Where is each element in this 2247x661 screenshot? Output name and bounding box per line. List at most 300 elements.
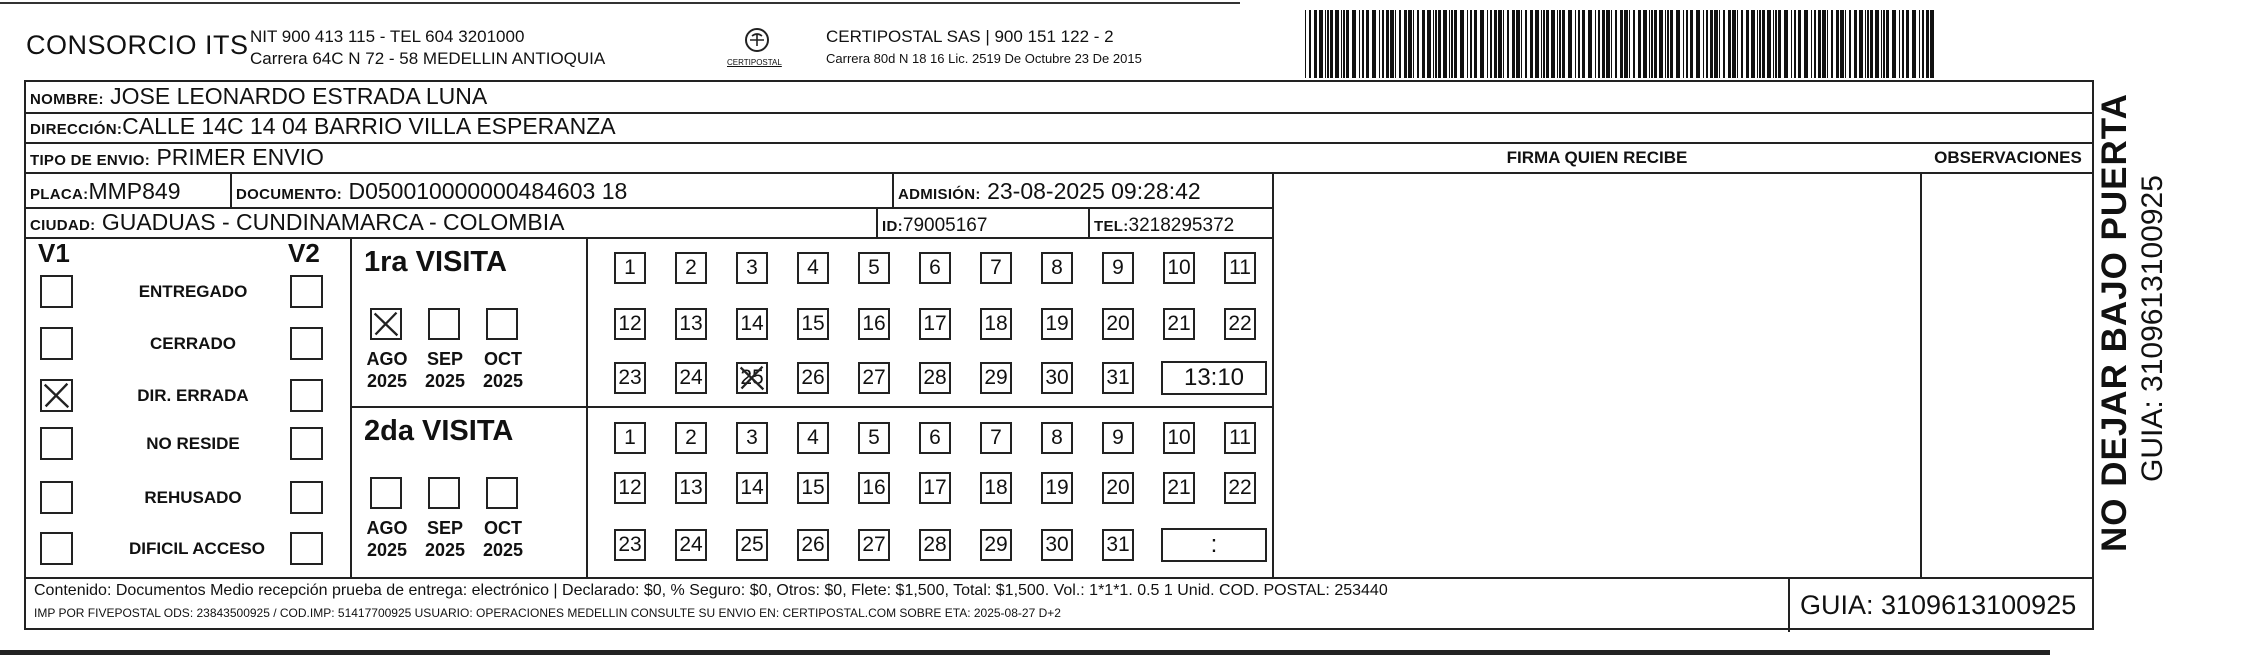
barcode-bar bbox=[1319, 10, 1323, 78]
day-box[interactable]: 31 bbox=[1102, 529, 1134, 561]
barcode-bar bbox=[1840, 10, 1844, 78]
barcode-bar bbox=[1667, 10, 1669, 78]
visit2-title: 2da VISITA bbox=[364, 415, 514, 447]
barcode-bar bbox=[1615, 10, 1617, 78]
barcode-bar bbox=[1892, 10, 1896, 78]
day-box[interactable]: 28 bbox=[919, 362, 951, 394]
day-box[interactable]: 26 bbox=[797, 529, 829, 561]
day-box[interactable]: 11 bbox=[1224, 422, 1256, 454]
barcode-bar bbox=[1516, 10, 1520, 78]
barcode-bar bbox=[1654, 10, 1657, 78]
certipostal-nit: CERTIPOSTAL SAS | 900 151 122 - 2 bbox=[826, 27, 1114, 46]
barcode-bar bbox=[1791, 10, 1792, 78]
barcode-bar bbox=[1611, 10, 1612, 78]
barcode-bar bbox=[1541, 10, 1542, 78]
barcode-bar bbox=[1794, 10, 1796, 78]
barcode-bar bbox=[1854, 10, 1857, 78]
barcode-bar bbox=[1588, 10, 1592, 78]
barcode-bar bbox=[1757, 10, 1758, 78]
status-label: DIFICIL ACCESO bbox=[128, 539, 265, 558]
month-name: SEP bbox=[426, 349, 464, 369]
barcode-bar bbox=[1922, 10, 1924, 78]
v2-checkbox[interactable] bbox=[290, 327, 323, 360]
barcode-bar bbox=[1325, 10, 1326, 78]
barcode-bar bbox=[1467, 10, 1468, 78]
documento-value: D050010000000484603 18 bbox=[348, 178, 628, 204]
time-box[interactable]: : bbox=[1161, 528, 1267, 562]
firma-header: FIRMA QUIEN RECIBE bbox=[1506, 148, 1688, 167]
day-box[interactable]: 28 bbox=[919, 529, 951, 561]
day-box[interactable]: 17 bbox=[919, 472, 951, 504]
day-box[interactable]: 13 bbox=[675, 308, 707, 340]
barcode-bar bbox=[1490, 10, 1492, 78]
barcode-bar bbox=[1804, 10, 1808, 78]
barcode-bar bbox=[1433, 10, 1434, 78]
day-box[interactable]: 25 bbox=[736, 529, 768, 561]
barcode-bar bbox=[1557, 10, 1558, 78]
barcode-bar bbox=[1886, 10, 1889, 78]
observaciones-area[interactable] bbox=[1922, 207, 2094, 577]
day-box[interactable]: 1 bbox=[614, 422, 646, 454]
month-label bbox=[476, 348, 530, 392]
barcode-bar bbox=[1751, 10, 1755, 78]
placa-value: MMP849 bbox=[88, 178, 181, 204]
barcode-bar bbox=[1422, 10, 1425, 78]
barcode-bar bbox=[1503, 10, 1504, 78]
barcode-bar bbox=[1451, 10, 1453, 78]
day-box[interactable]: 5 bbox=[858, 252, 890, 284]
barcode-bar bbox=[1379, 10, 1380, 78]
barcode-bar bbox=[1575, 10, 1576, 78]
month-label bbox=[360, 517, 414, 561]
barcode-bar bbox=[1741, 10, 1743, 78]
barcode-bar bbox=[1487, 10, 1488, 78]
id-label: ID: bbox=[882, 218, 903, 235]
v2-checkbox[interactable] bbox=[290, 379, 323, 412]
month-name: SEP bbox=[426, 518, 464, 538]
visit1-title: 1ra VISITA bbox=[364, 246, 507, 278]
day-box[interactable]: 21 bbox=[1163, 308, 1195, 340]
day-box[interactable]: 15 bbox=[797, 472, 829, 504]
barcode-bar bbox=[1535, 10, 1539, 78]
barcode-bar bbox=[1330, 10, 1333, 78]
day-box[interactable]: 29 bbox=[980, 529, 1012, 561]
day-box[interactable]: 11 bbox=[1224, 252, 1256, 284]
barcode-bar bbox=[1543, 10, 1545, 78]
month-name: AGO bbox=[366, 518, 408, 538]
day-box[interactable]: 26 bbox=[797, 362, 829, 394]
barcode-bar bbox=[1867, 10, 1869, 78]
day-box[interactable]: 30 bbox=[1041, 362, 1073, 394]
barcode-bar bbox=[1773, 10, 1774, 78]
day-box[interactable]: 30 bbox=[1041, 529, 1073, 561]
barcode-bar bbox=[1643, 10, 1647, 78]
barcode-bar bbox=[1659, 10, 1663, 78]
barcode-bar bbox=[1352, 10, 1356, 78]
day-box[interactable]: 14 bbox=[736, 472, 768, 504]
day-box[interactable]: 29 bbox=[980, 362, 1012, 394]
day-box[interactable]: 10 bbox=[1163, 422, 1195, 454]
barcode-bar bbox=[1649, 10, 1650, 78]
barcode-bar bbox=[1926, 10, 1929, 78]
barcode-bar bbox=[1638, 10, 1641, 78]
company-nit: NIT 900 413 115 - TEL 604 3201000 bbox=[250, 27, 525, 46]
ciudad-label: CIUDAD: bbox=[30, 217, 96, 234]
barcode-bar bbox=[1494, 10, 1497, 78]
day-box[interactable]: 25 bbox=[736, 362, 768, 394]
documento-row bbox=[236, 178, 627, 205]
day-box[interactable]: 9 bbox=[1102, 252, 1134, 284]
month-year: 2025 bbox=[482, 371, 524, 391]
day-box[interactable]: 27 bbox=[858, 362, 890, 394]
barcode-bar bbox=[1546, 10, 1549, 78]
v2-checkbox[interactable] bbox=[290, 481, 323, 514]
observaciones-header: OBSERVACIONES bbox=[1934, 148, 2082, 167]
barcode-bar bbox=[1309, 10, 1311, 78]
barcode-bar bbox=[1930, 10, 1934, 78]
nombre-row bbox=[30, 83, 487, 110]
admision-value: 23-08-2025 09:28:42 bbox=[987, 178, 1201, 204]
barcode-bar bbox=[1899, 10, 1900, 78]
tipo-value: PRIMER ENVIO bbox=[156, 144, 324, 170]
day-box[interactable]: 4 bbox=[797, 422, 829, 454]
v1-checkbox[interactable] bbox=[40, 481, 73, 514]
direccion-value: CALLE 14C 14 04 BARRIO VILLA ESPERANZA bbox=[122, 113, 616, 139]
barcode-bar bbox=[1683, 10, 1684, 78]
barcode-bar bbox=[1859, 10, 1863, 78]
barcode-bar bbox=[1343, 10, 1345, 78]
barcode-bar bbox=[1906, 10, 1909, 78]
barcode-bar bbox=[1399, 10, 1401, 78]
barcode-bar bbox=[1703, 10, 1704, 78]
footer-print-info: IMP POR FIVEPOSTAL ODS: 23843500925 / COD.IMP: 51417700925 USUARIO: OPERACIONES MEDELLIN CONSULTE SU ENVIO EN: CERTIPOSTAL.COM SOBRE ETA: 2025-08-27 D+2 bbox=[34, 606, 1061, 620]
day-box[interactable]: 4 bbox=[797, 252, 829, 284]
barcode-bar bbox=[1507, 10, 1509, 78]
day-box[interactable]: 9 bbox=[1102, 422, 1134, 454]
day-box[interactable]: 16 bbox=[858, 472, 890, 504]
barcode-bar bbox=[1670, 10, 1673, 78]
month-name: OCT bbox=[484, 518, 522, 538]
check-mark-icon bbox=[738, 364, 766, 392]
month-label bbox=[418, 517, 472, 561]
company-info bbox=[250, 26, 605, 70]
nombre-value: JOSE LEONARDO ESTRADA LUNA bbox=[110, 83, 488, 109]
v1-checkbox[interactable] bbox=[40, 427, 73, 460]
barcode-bar bbox=[1408, 10, 1412, 78]
barcode-bar bbox=[1559, 10, 1561, 78]
firma-area[interactable] bbox=[1274, 207, 1920, 577]
status-label: CERRADO bbox=[150, 334, 236, 353]
day-box[interactable]: 2 bbox=[675, 422, 707, 454]
barcode-bar bbox=[1633, 10, 1635, 78]
barcode-bar bbox=[1606, 10, 1610, 78]
barcode-bar bbox=[1629, 10, 1630, 78]
barcode-bar bbox=[1690, 10, 1693, 78]
month-label bbox=[418, 348, 472, 392]
barcode-bar bbox=[1386, 10, 1389, 78]
barcode-bar bbox=[1714, 10, 1718, 78]
barcode-bar bbox=[1390, 10, 1394, 78]
month-name: AGO bbox=[366, 349, 408, 369]
day-box[interactable]: 10 bbox=[1163, 252, 1195, 284]
barcode-bar bbox=[1737, 10, 1738, 78]
barcode-bar bbox=[1521, 10, 1522, 78]
barcode-bar bbox=[1811, 10, 1812, 78]
month-year: 2025 bbox=[424, 540, 466, 560]
certipostal-address: Carrera 80d N 18 16 Lic. 2519 De Octubre 23 De 2015 bbox=[826, 51, 1142, 66]
v1-checkbox[interactable] bbox=[40, 379, 73, 412]
barcode-bar bbox=[1870, 10, 1873, 78]
barcode-bar bbox=[1562, 10, 1565, 78]
v2-checkbox[interactable] bbox=[290, 427, 323, 460]
tipo-label: TIPO DE ENVIO: bbox=[30, 152, 151, 169]
day-box[interactable]: 27 bbox=[858, 529, 890, 561]
month-label bbox=[360, 348, 414, 392]
barcode-bar bbox=[1327, 10, 1329, 78]
day-box[interactable]: 18 bbox=[980, 472, 1012, 504]
barcode-bar bbox=[1706, 10, 1708, 78]
day-box[interactable]: 12 bbox=[614, 308, 646, 340]
barcode-bar bbox=[1778, 10, 1781, 78]
day-box[interactable]: 23 bbox=[614, 529, 646, 561]
side-warning: NO DEJAR BAJO PUERTA bbox=[2095, 93, 2134, 552]
barcode-bar bbox=[1598, 10, 1600, 78]
status-label: NO RESIDE bbox=[146, 434, 240, 453]
barcode-bar bbox=[1798, 10, 1801, 78]
barcode-bar bbox=[1335, 10, 1339, 78]
barcode-bar bbox=[1919, 10, 1920, 78]
day-box[interactable]: 23 bbox=[614, 362, 646, 394]
day-box[interactable]: 21 bbox=[1163, 472, 1195, 504]
delivery-form bbox=[24, 80, 2094, 630]
barcode-bar bbox=[1578, 10, 1580, 78]
month-label bbox=[476, 517, 530, 561]
barcode-bar bbox=[1595, 10, 1596, 78]
documento-label: DOCUMENTO: bbox=[236, 186, 343, 203]
day-box[interactable]: 31 bbox=[1102, 362, 1134, 394]
day-box[interactable]: 1 bbox=[614, 252, 646, 284]
day-box[interactable]: 7 bbox=[980, 252, 1012, 284]
nombre-label: NOMBRE: bbox=[30, 91, 104, 108]
v2-header: V2 bbox=[288, 238, 320, 268]
barcode-bar bbox=[1525, 10, 1527, 78]
barcode-bar bbox=[1480, 10, 1484, 78]
month-checkbox[interactable] bbox=[428, 308, 460, 340]
month-checkbox[interactable] bbox=[486, 477, 518, 509]
bottom-rule bbox=[0, 650, 2050, 655]
status-label: ENTREGADO bbox=[138, 282, 248, 301]
day-box[interactable]: 22 bbox=[1224, 308, 1256, 340]
barcode-bar bbox=[1818, 10, 1821, 78]
month-checkbox[interactable] bbox=[370, 308, 402, 340]
day-box[interactable]: 5 bbox=[858, 422, 890, 454]
day-box[interactable]: 3 bbox=[736, 422, 768, 454]
footer-content: Contenido: Documentos Medio recepción prueba de entrega: electrónico | Declarado: $0, % Seguro: $0, Otros: $0, Flete: $1,500, Total: $1,500. Vol.: 1*1*1. 0.5 1 Unid. COD. POSTAL: 253440 bbox=[34, 582, 1388, 599]
day-box[interactable]: 24 bbox=[675, 529, 707, 561]
barcode-bar bbox=[1710, 10, 1713, 78]
day-box[interactable]: 18 bbox=[980, 308, 1012, 340]
barcode-bar bbox=[1822, 10, 1826, 78]
barcode-bar bbox=[1443, 10, 1447, 78]
month-year: 2025 bbox=[424, 371, 466, 391]
day-box[interactable]: 6 bbox=[919, 422, 951, 454]
barcode-bar bbox=[1568, 10, 1572, 78]
barcode-bar bbox=[1883, 10, 1885, 78]
barcode-bar bbox=[1845, 10, 1846, 78]
barcode-bar bbox=[1784, 10, 1788, 78]
month-year: 2025 bbox=[366, 540, 408, 560]
barcode-bar bbox=[1827, 10, 1828, 78]
barcode-bar bbox=[1346, 10, 1349, 78]
v2-checkbox[interactable] bbox=[290, 532, 323, 565]
v1-checkbox[interactable] bbox=[40, 275, 73, 308]
admision-label: ADMISIÓN: bbox=[898, 186, 981, 203]
day-box[interactable]: 13 bbox=[675, 472, 707, 504]
month-year: 2025 bbox=[482, 540, 524, 560]
v1-header: V1 bbox=[38, 238, 70, 268]
barcode-bar bbox=[1427, 10, 1431, 78]
tel-value: 3218295372 bbox=[1128, 215, 1235, 236]
guia-number: GUIA: 3109613100925 bbox=[1800, 590, 2077, 620]
barcode-bar bbox=[1372, 10, 1376, 78]
barcode-bar bbox=[1624, 10, 1628, 78]
day-box[interactable]: 24 bbox=[675, 362, 707, 394]
day-box[interactable]: 20 bbox=[1102, 308, 1134, 340]
admision-row bbox=[898, 178, 1201, 205]
barcode-bar bbox=[1314, 10, 1317, 78]
check-mark-icon bbox=[372, 310, 400, 338]
barcode-bar bbox=[1454, 10, 1457, 78]
barcode-bar bbox=[1775, 10, 1777, 78]
barcode-bar bbox=[1696, 10, 1700, 78]
barcode-bar bbox=[1438, 10, 1441, 78]
day-box[interactable]: 7 bbox=[980, 422, 1012, 454]
barcode-bar bbox=[1723, 10, 1725, 78]
day-box[interactable]: 22 bbox=[1224, 472, 1256, 504]
barcode-bar bbox=[1849, 10, 1851, 78]
barcode-bar bbox=[1728, 10, 1731, 78]
barcode-bar bbox=[1362, 10, 1364, 78]
month-name: OCT bbox=[484, 349, 522, 369]
id-value: 79005167 bbox=[902, 215, 988, 236]
day-box[interactable]: 19 bbox=[1041, 472, 1073, 504]
day-box[interactable]: 8 bbox=[1041, 422, 1073, 454]
company-address: Carrera 64C N 72 - 58 MEDELLIN ANTIOQUIA bbox=[250, 49, 606, 68]
check-mark-icon bbox=[42, 381, 71, 410]
day-box[interactable]: 16 bbox=[858, 308, 890, 340]
day-box[interactable]: 3 bbox=[736, 252, 768, 284]
placa-row bbox=[30, 178, 181, 205]
barcode-bar bbox=[1686, 10, 1688, 78]
barcode-bar bbox=[1359, 10, 1360, 78]
month-year: 2025 bbox=[366, 371, 408, 391]
barcode-bar bbox=[1676, 10, 1680, 78]
day-box[interactable]: 12 bbox=[614, 472, 646, 504]
day-box[interactable]: 15 bbox=[797, 308, 829, 340]
side-guia: GUIA: 3109613100925 bbox=[2136, 175, 2169, 482]
barcode-bar bbox=[1881, 10, 1882, 78]
status-label: REHUSADO bbox=[144, 488, 242, 507]
day-box[interactable]: 8 bbox=[1041, 252, 1073, 284]
day-box[interactable]: 2 bbox=[675, 252, 707, 284]
barcode-bar bbox=[1530, 10, 1533, 78]
v1-checkbox[interactable] bbox=[40, 532, 73, 565]
barcode-bar bbox=[1762, 10, 1765, 78]
barcode-bar bbox=[1651, 10, 1653, 78]
barcode-bar bbox=[1831, 10, 1833, 78]
barcode-bar bbox=[1620, 10, 1623, 78]
barcode-bar bbox=[1582, 10, 1585, 78]
barcode-bar bbox=[1875, 10, 1879, 78]
month-checkbox[interactable] bbox=[486, 308, 518, 340]
barcode-bar bbox=[1836, 10, 1839, 78]
barcode-bar bbox=[1460, 10, 1464, 78]
time-box[interactable]: 13:10 bbox=[1161, 361, 1267, 395]
barcode-bar bbox=[1404, 10, 1407, 78]
month-checkbox[interactable] bbox=[370, 477, 402, 509]
barcode-bar bbox=[1474, 10, 1477, 78]
company-name: CONSORCIO ITS bbox=[26, 30, 249, 60]
tel-label: TEL: bbox=[1094, 218, 1129, 235]
direccion-row bbox=[30, 113, 616, 140]
barcode-bar bbox=[1449, 10, 1450, 78]
direccion-label: DIRECCIÓN: bbox=[30, 121, 123, 138]
barcode-bar bbox=[1902, 10, 1904, 78]
barcode-bar bbox=[1767, 10, 1771, 78]
barcode-bar bbox=[1665, 10, 1666, 78]
day-box[interactable]: 20 bbox=[1102, 472, 1134, 504]
barcode-bar bbox=[1865, 10, 1866, 78]
certipostal-info bbox=[826, 26, 1142, 70]
barcode-bar bbox=[1341, 10, 1342, 78]
ciudad-row bbox=[30, 209, 564, 236]
barcode-bar bbox=[1395, 10, 1396, 78]
barcode-bar bbox=[1382, 10, 1384, 78]
top-rule bbox=[0, 2, 1240, 4]
barcode-bar bbox=[1413, 10, 1414, 78]
v1-checkbox[interactable] bbox=[40, 327, 73, 360]
barcode-bar bbox=[1602, 10, 1605, 78]
status-label: DIR. ERRADA bbox=[137, 386, 249, 405]
day-box[interactable]: 19 bbox=[1041, 308, 1073, 340]
logo-caption: CERTIPOSTAL bbox=[727, 58, 782, 67]
day-box[interactable]: 6 bbox=[919, 252, 951, 284]
barcode bbox=[1305, 10, 1937, 78]
barcode-bar bbox=[1470, 10, 1472, 78]
id-row bbox=[882, 210, 987, 237]
barcode-bar bbox=[1814, 10, 1816, 78]
barcode-bar bbox=[1498, 10, 1502, 78]
barcode-bar bbox=[1305, 10, 1306, 78]
barcode-bar bbox=[1719, 10, 1720, 78]
day-box[interactable]: 14 bbox=[736, 308, 768, 340]
barcode-bar bbox=[1417, 10, 1419, 78]
day-box[interactable]: 17 bbox=[919, 308, 951, 340]
barcode-bar bbox=[1366, 10, 1369, 78]
barcode-bar bbox=[1732, 10, 1736, 78]
barcode-bar bbox=[1551, 10, 1555, 78]
tipo-row bbox=[30, 144, 324, 171]
barcode-bar bbox=[1435, 10, 1437, 78]
tel-row bbox=[1094, 210, 1234, 237]
ciudad-value: GUADUAS - CUNDINAMARCA - COLOMBIA bbox=[101, 209, 565, 235]
v2-checkbox[interactable] bbox=[290, 275, 323, 308]
barcode-bar bbox=[1912, 10, 1916, 78]
barcode-bar bbox=[1746, 10, 1749, 78]
month-checkbox[interactable] bbox=[428, 477, 460, 509]
placa-label: PLACA: bbox=[30, 186, 89, 203]
barcode-bar bbox=[1512, 10, 1515, 78]
